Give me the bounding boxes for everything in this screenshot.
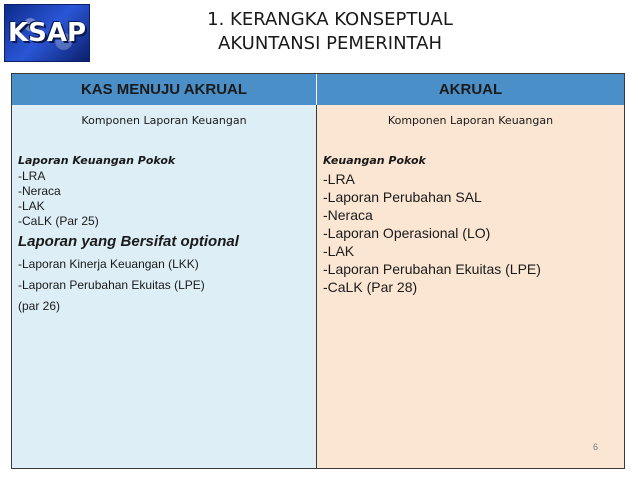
left-item-lra: -LRA — [18, 169, 46, 183]
logo-text: KSAP — [7, 18, 87, 48]
left-item-lkk: -Laporan Kinerja Keuangan (LKK) — [18, 257, 199, 271]
right-section1-title: Keuangan Pokok — [323, 154, 426, 167]
header-akrual: AKRUAL — [317, 74, 624, 105]
right-item-lak: -LAK — [323, 243, 355, 259]
left-subheader: Komponen Laporan Keuangan — [81, 114, 247, 127]
right-item-lpe: -Laporan Perubahan Ekuitas (LPE) — [323, 261, 541, 277]
left-item-calk: -CaLK (Par 25) — [18, 214, 99, 228]
right-item-neraca: -Neraca — [323, 207, 373, 223]
title-line-1: 1. KERANGKA KONSEPTUAL — [207, 9, 453, 30]
right-item-calk: -CaLK (Par 28) — [323, 279, 418, 295]
title-line-2: AKUNTANSI PEMERINTAH — [218, 33, 442, 54]
left-item-lpe: -Laporan Perubahan Ekuitas (LPE) — [18, 278, 205, 292]
header-kas-menuju-akrual: KAS MENUJU AKRUAL — [12, 74, 317, 105]
ksap-logo — [4, 4, 90, 62]
right-item-lo: -Laporan Operasional (LO) — [323, 225, 491, 241]
left-section1-title: Laporan Keuangan Pokok — [18, 154, 176, 167]
page-title — [150, 8, 510, 56]
left-section2-title: Laporan yang Bersifat optional — [18, 233, 239, 250]
right-item-lra: -LRA — [323, 171, 355, 187]
page-number: 6 — [592, 442, 598, 452]
right-subheader: Komponen Laporan Keuangan — [387, 114, 554, 127]
comparison-table — [11, 73, 625, 469]
left-column-cell — [12, 105, 317, 468]
right-item-lp-sal: -Laporan Perubahan SAL — [323, 189, 482, 205]
left-item-neraca: -Neraca — [18, 184, 61, 198]
left-item-par26: (par 26) — [18, 299, 61, 313]
left-item-lak: -LAK — [18, 199, 45, 213]
right-column-cell — [317, 105, 624, 468]
